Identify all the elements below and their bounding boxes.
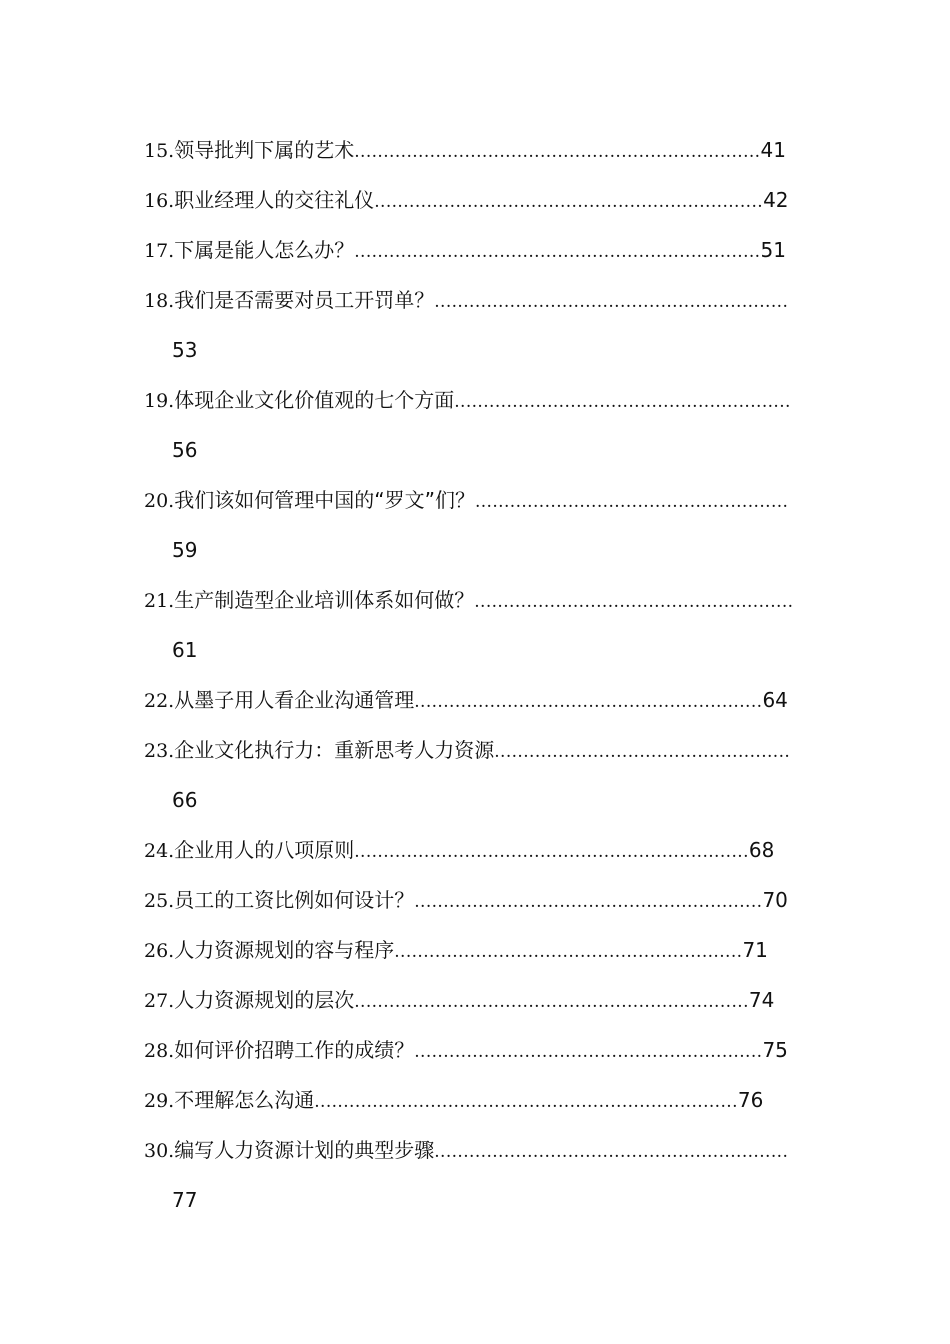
page-number: 59 [172,538,198,562]
toc-line [144,275,804,325]
toc-line [144,925,804,975]
dot-leader: ...................................................................... [354,142,761,162]
entry-title: 企业用人的八项原则 [174,838,355,862]
entry-title: 编写人力资源计划的典型步骤 [174,1138,435,1162]
entry-number: 18. [144,290,175,312]
toc-line [144,825,804,875]
page-number: 42 [763,188,789,212]
toc-line [144,475,804,525]
entry-title: 我们该如何管理中国的“罗文”们？ [174,488,475,512]
entry-number: 26. [144,940,175,962]
dot-leader: ............................................................. [434,1142,789,1162]
toc-entry[interactable] [144,675,804,725]
toc-entry[interactable] [144,725,804,825]
page-number: 77 [172,1188,198,1212]
page-number: 68 [748,838,775,862]
dot-leader: .................................................................... [354,842,749,862]
entry-number: 29. [144,1090,175,1112]
toc-line [144,675,804,725]
entry-title: 不理解怎么沟通 [174,1088,315,1112]
page-number: 61 [172,638,198,662]
toc-line-continued [144,625,804,675]
entry-title: 员工的工资比例如何设计？ [174,888,415,912]
entry-title: 生产制造型企业培训体系如何做？ [174,588,475,612]
page-number: 75 [762,1038,788,1062]
entry-title: 人力资源规划的容与程序 [174,938,395,962]
toc-line [144,125,804,175]
entry-number: 20. [144,490,175,512]
toc-line [144,1125,804,1175]
dot-leader: ............................................................ [394,942,743,962]
toc-line-continued [144,525,804,575]
dot-leader: ................................................................... [374,192,764,212]
dot-leader: ......................................................................... [314,1092,738,1112]
entry-number: 25. [144,890,175,912]
toc-line-continued [144,325,804,375]
page-number: 41 [760,138,786,162]
page-number: 70 [762,888,788,912]
toc-entry[interactable] [144,875,804,925]
toc-entry[interactable] [144,275,804,375]
dot-leader: ............................................................ [414,1042,763,1062]
entry-number: 21. [144,590,175,612]
toc-line [144,575,804,625]
toc-entry[interactable] [144,225,804,275]
toc-entry[interactable] [144,825,804,875]
entry-number: 23. [144,740,175,762]
entry-number: 22. [144,690,175,712]
toc-line-continued [144,425,804,475]
toc-entry[interactable] [144,975,804,1025]
dot-leader: .......................................................... [454,392,791,412]
dot-leader: ............................................................ [414,692,763,712]
page-number: 66 [172,788,198,812]
toc-entry[interactable] [144,375,804,475]
page-number: 56 [172,438,198,462]
entry-number: 27. [144,990,175,1012]
toc-entry[interactable] [144,1125,804,1225]
toc-line-continued [144,775,804,825]
toc-line [144,875,804,925]
entry-number: 17. [144,240,175,262]
entry-number: 24. [144,840,175,862]
dot-leader: ....................................................... [474,592,794,612]
toc-entry[interactable] [144,1075,804,1125]
entry-number: 16. [144,190,175,212]
entry-number: 30. [144,1140,175,1162]
entry-title: 体现企业文化价值观的七个方面 [174,388,455,412]
toc-line [144,175,804,225]
table-of-contents [0,125,950,1225]
toc-line-continued [144,1175,804,1225]
toc-entry[interactable] [144,475,804,575]
toc-entry[interactable] [144,175,804,225]
page-number: 51 [760,238,786,262]
entry-number: 15. [144,140,175,162]
toc-entry[interactable] [144,575,804,675]
toc-line [144,1075,804,1125]
toc-entry[interactable] [144,125,804,175]
toc-line [144,1025,804,1075]
dot-leader: ...................................................... [474,492,789,512]
page-number: 64 [762,688,788,712]
entry-title: 职业经理人的交往礼仪 [174,188,375,212]
entry-number: 28. [144,1040,175,1062]
toc-line [144,975,804,1025]
dot-leader: ...................................................................... [354,242,761,262]
entry-title: 从墨子用人看企业沟通管理 [174,688,415,712]
entry-title: 领导批判下属的艺术 [174,138,355,162]
dot-leader: ............................................................ [414,892,763,912]
dot-leader: .................................................................... [354,992,749,1012]
toc-line [144,225,804,275]
page-number: 76 [737,1088,764,1112]
toc-entry[interactable] [144,925,804,975]
entry-title: 如何评价招聘工作的成绩？ [174,1038,415,1062]
page-number: 71 [742,938,768,962]
page-number: 53 [172,338,198,362]
toc-line [144,375,804,425]
page-number: 74 [748,988,775,1012]
toc-entry[interactable] [144,1025,804,1075]
dot-leader: ............................................................. [434,292,789,312]
entry-title: 我们是否需要对员工开罚单？ [174,288,435,312]
entry-number: 19. [144,390,175,412]
entry-title: 人力资源规划的层次 [174,988,355,1012]
dot-leader: ................................................... [494,742,791,762]
entry-title: 下属是能人怎么办？ [174,238,355,262]
entry-title: 企业文化执行力：重新思考人力资源 [174,738,495,762]
toc-line [144,725,804,775]
